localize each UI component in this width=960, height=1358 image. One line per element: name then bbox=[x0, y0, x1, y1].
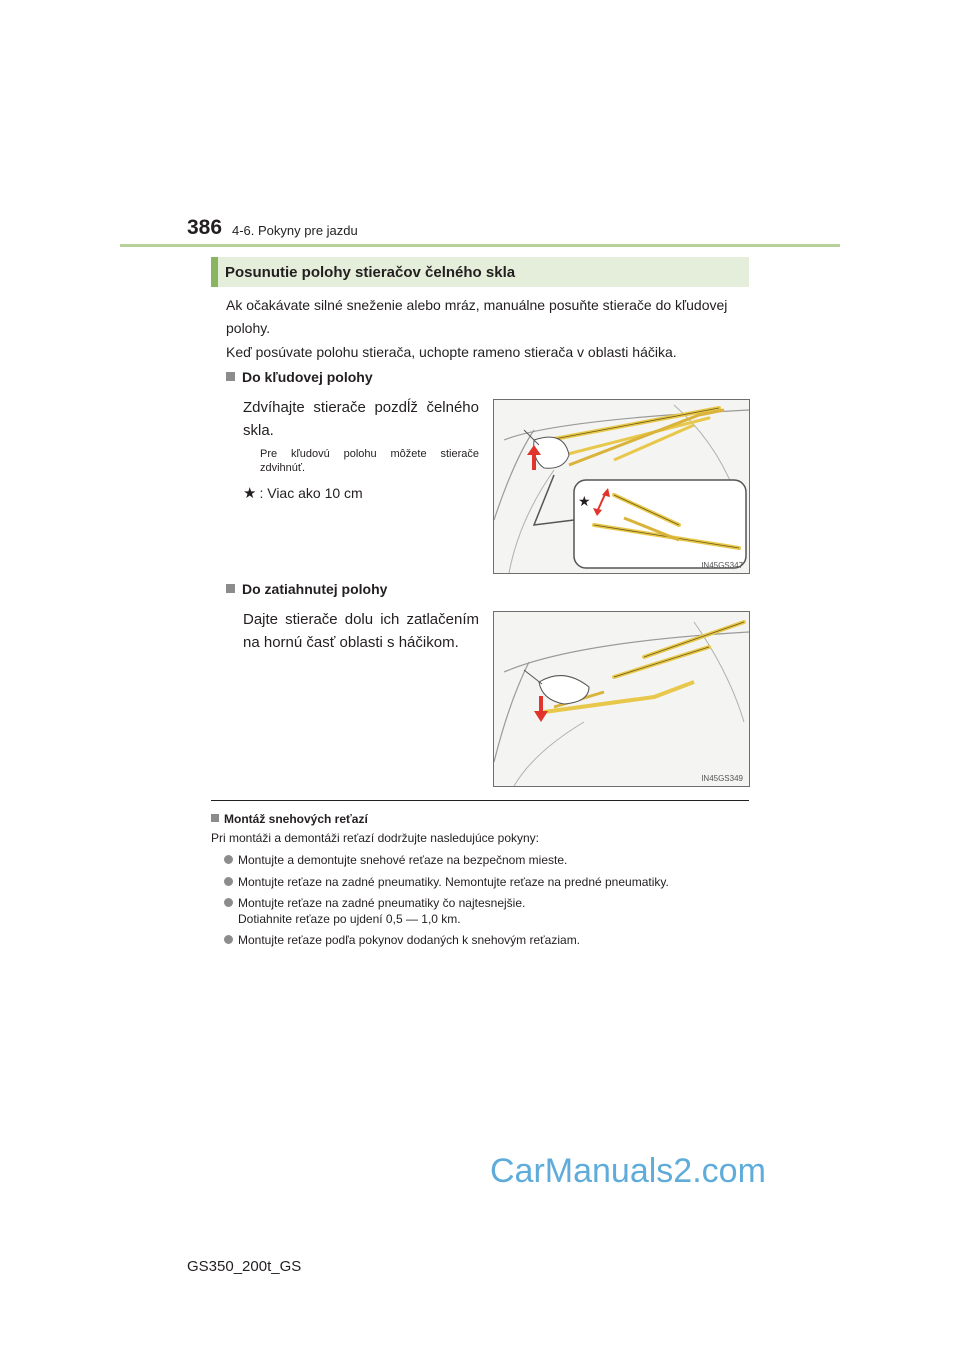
figure-raise-wipers bbox=[493, 399, 750, 574]
list-item-text-line-2: Dotiahnite reťaze po ujdení 0,5 — 1,0 km. bbox=[238, 912, 461, 926]
notes-intro: Pri montáži a demontáži reťazí dodržujte nasledujúce pokyny: bbox=[211, 831, 540, 845]
subheading-retracted-position bbox=[226, 581, 387, 597]
step-raise-text: Zdvíhajte stierače pozdĺž čelného skla. bbox=[243, 399, 479, 439]
subheading-service-position-text: Do kľudovej polohy bbox=[242, 369, 373, 385]
square-bullet-icon bbox=[226, 372, 235, 381]
chapter-title: 4-6. Pokyny pre jazdu bbox=[232, 223, 358, 238]
subheading-retracted-position-text: Do zatiahnutej polohy bbox=[242, 581, 388, 597]
intro-paragraph-1: Ak očakávate silné sneženie alebo mráz, manuálne posuňte stierače do kľudovej polohy. bbox=[226, 297, 728, 336]
illustration-wiper-lowered bbox=[494, 612, 749, 786]
star-icon: ★ bbox=[243, 485, 257, 502]
step-lower-text: Dajte stierače dolu ich zatlačením na hornú časť oblasti s háčikom. bbox=[243, 611, 479, 651]
figure-code: IN45GS349 bbox=[701, 774, 743, 783]
list-item bbox=[224, 895, 744, 927]
notes-heading-text: Montáž snehových reťazí bbox=[224, 812, 368, 826]
list-item-text: Montujte reťaze podľa pokynov dodaných k snehovým reťaziam. bbox=[238, 933, 581, 947]
bullet-dot-icon bbox=[224, 935, 233, 944]
list-item-text: Montujte reťaze na zadné pneumatiky. Nemontujte reťaze na predné pneumatiky. bbox=[238, 875, 669, 889]
step-raise-note: Pre kľudovú polohu môžete stierače zdvihnúť. bbox=[260, 448, 479, 474]
bullet-dot-icon bbox=[224, 877, 233, 886]
svg-text:★: ★ bbox=[578, 494, 591, 510]
list-item bbox=[224, 852, 744, 868]
page-number: 386 bbox=[187, 216, 223, 239]
list-item bbox=[224, 874, 744, 890]
square-bullet-icon bbox=[211, 814, 219, 822]
intro-paragraph-2: Keď posúvate polohu stierača, uchopte rameno stierača v oblasti háčika. bbox=[226, 344, 677, 360]
list-item bbox=[224, 932, 744, 948]
square-bullet-icon bbox=[226, 584, 235, 593]
illustration-wiper-raised bbox=[494, 400, 749, 573]
legend bbox=[243, 484, 363, 502]
header-rule bbox=[120, 244, 840, 247]
section-title: Posunutie polohy stieračov čelného skla bbox=[225, 264, 516, 281]
bullet-dot-icon bbox=[224, 855, 233, 864]
bullet-dot-icon bbox=[224, 898, 233, 907]
notes-heading bbox=[211, 812, 368, 826]
figure-code: IN45GS347 bbox=[701, 561, 743, 570]
notes-divider bbox=[211, 800, 749, 801]
subheading-service-position bbox=[226, 369, 373, 385]
legend-text: : Viac ako 10 cm bbox=[259, 485, 363, 501]
footer-model-code: GS350_200t_GS bbox=[187, 1258, 302, 1275]
watermark-logo: CarManuals2.com bbox=[490, 1152, 766, 1190]
list-item-text: Montujte reťaze na zadné pneumatiky čo najtesnejšie. bbox=[238, 896, 526, 910]
figure-lower-wipers bbox=[493, 611, 750, 787]
list-item-text: Montujte a demontujte snehové reťaze na bezpečnom mieste. bbox=[238, 853, 568, 867]
